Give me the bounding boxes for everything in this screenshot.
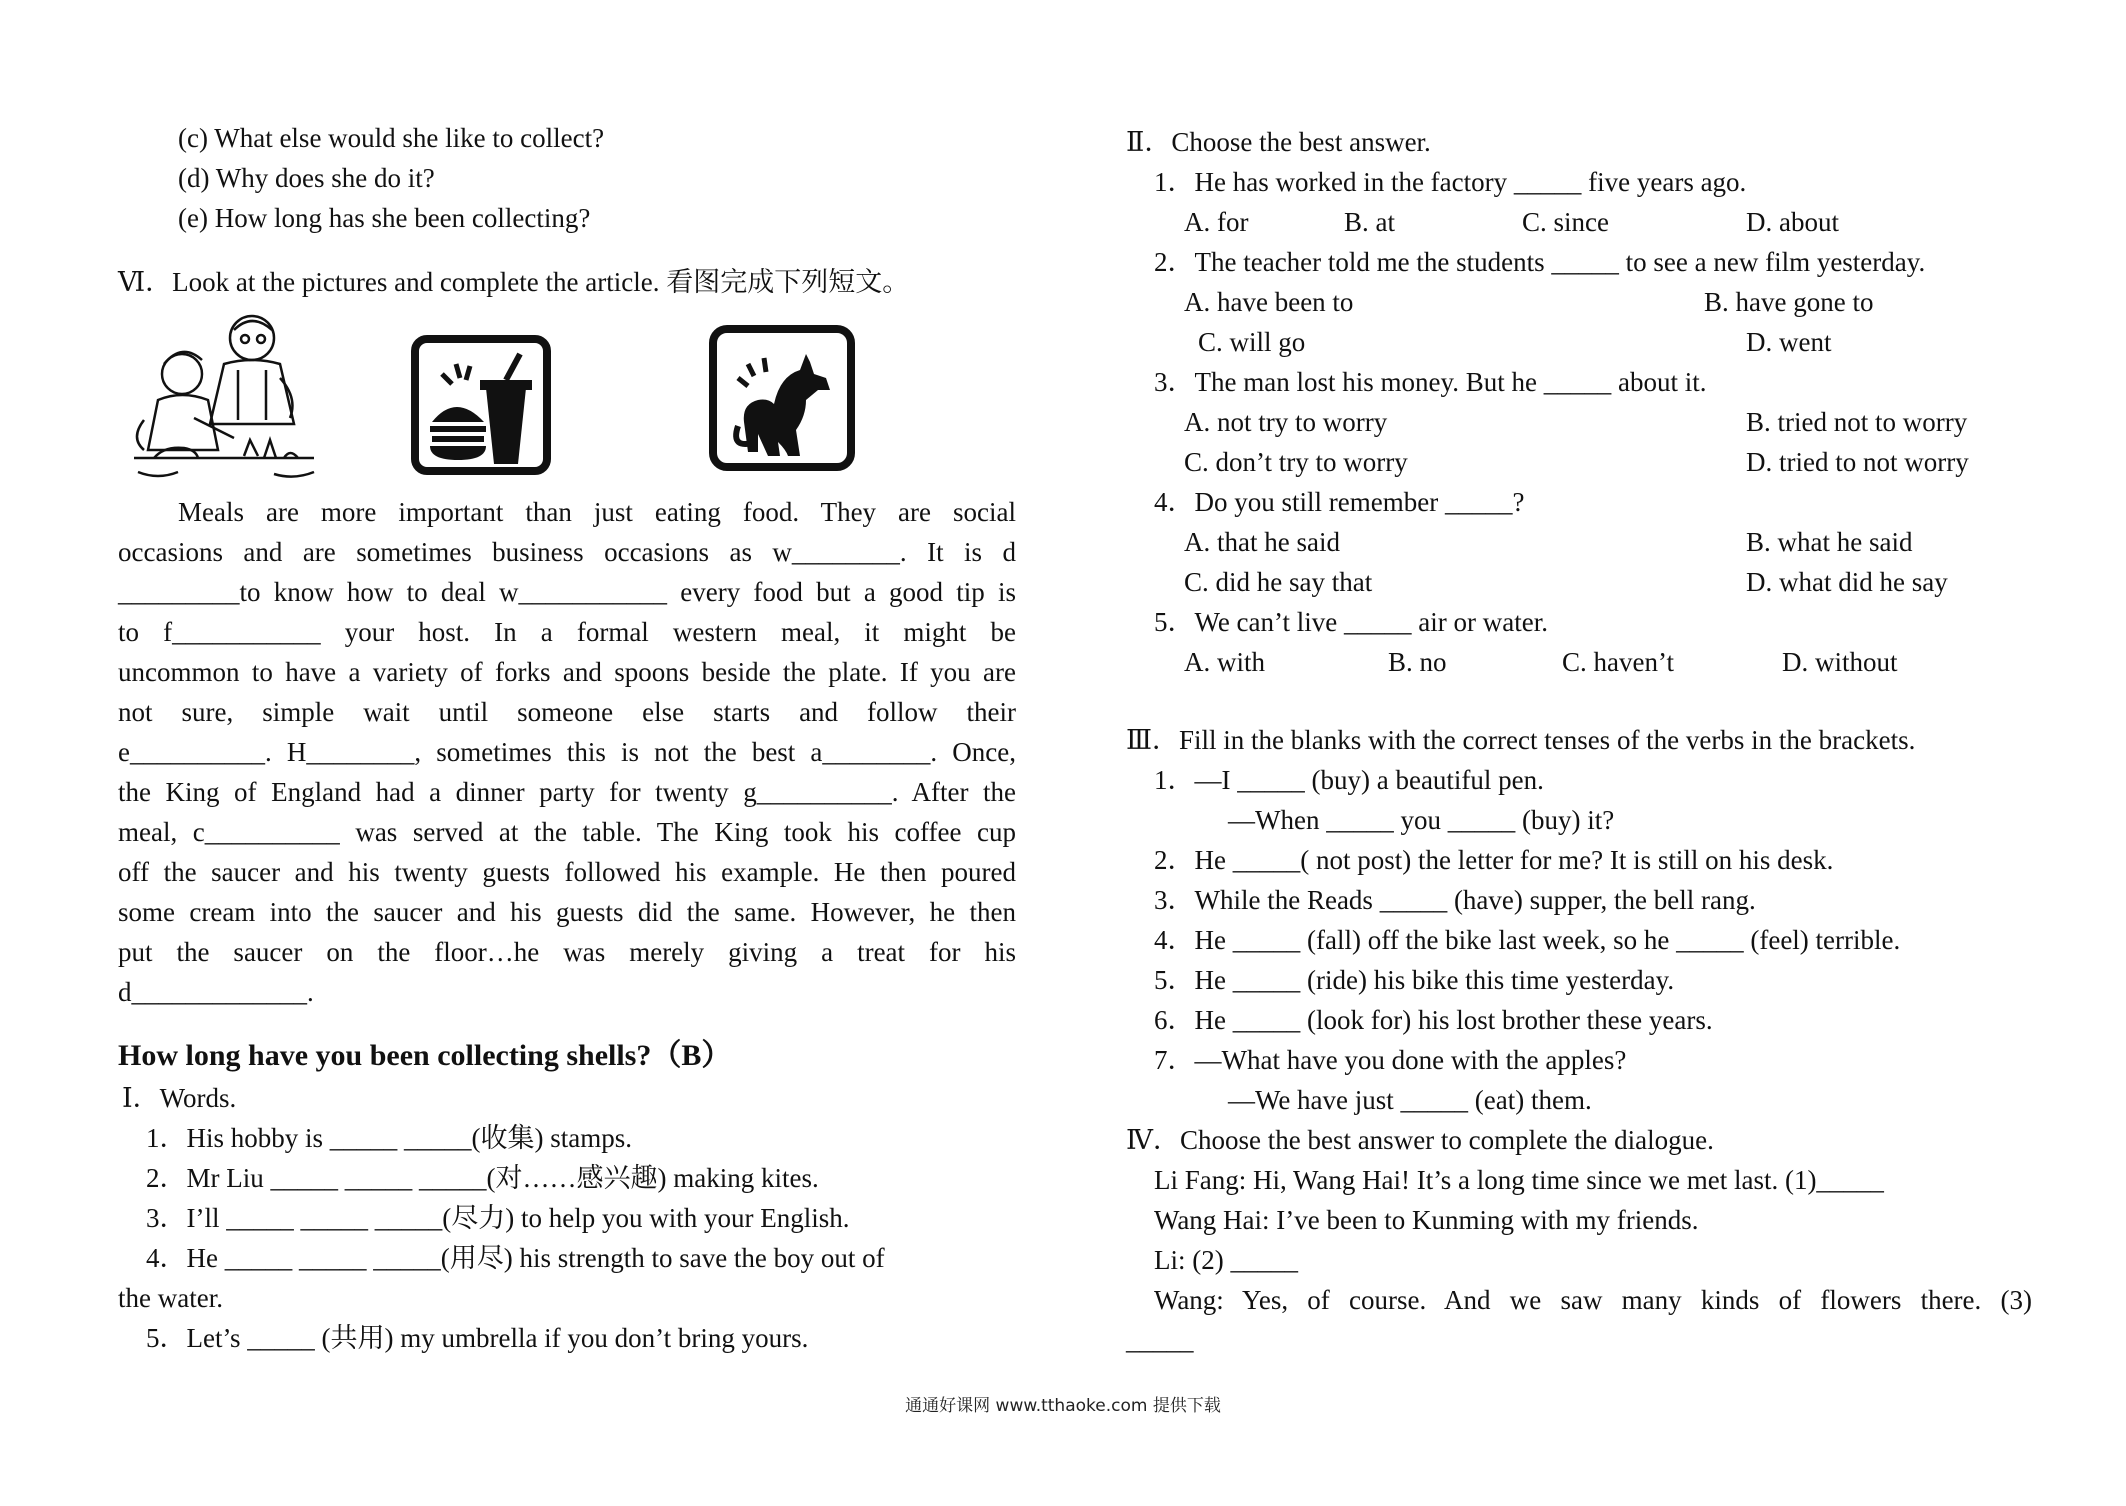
mc-options [1126,282,2036,322]
fill-item: 6．He _____ (look for) his lost brother these years. [1154,1005,1713,1035]
section-b-title: How long have you been collecting shells?（B） [118,1039,732,1072]
mc-option: C. haven’t [1562,647,1674,677]
mc-option: D. what did he say [1746,567,1948,597]
mc-options [1126,562,2036,602]
fill-item: 4．He _____ (fall) off the bike last week, so he _____ (feel) terrible. [1154,925,1901,955]
mc-options [1126,402,2036,442]
mc-question [1126,162,2036,242]
mc-option: B. no [1388,647,1447,677]
mc-options [1126,642,2036,682]
mc-option: B. at [1344,207,1395,237]
mc-option: B. tried not to worry [1746,407,1968,437]
question-d: (d) Why does she do it? [178,163,435,193]
mc-option: B. have gone to [1704,287,1874,317]
right-column [1126,122,2036,1360]
article-line: some cream into the saucer and his guests did the same. However, he then [118,897,1016,927]
mc-question-text: 5．We can’t live _____ air or water. [1154,607,1548,637]
mc-question-text: 4．Do you still remember _____? [1154,487,1525,517]
mc-options [1126,522,2036,562]
mc-option: C. since [1522,207,1609,237]
words-item-continued: the water. [118,1283,223,1313]
article-paragraph [118,492,1016,1012]
article-line: Meals are more important than just eating food. They are social [178,497,1016,527]
article-line: uncommon to have a variety of forks and spoons beside the plate. If you are [118,657,1016,687]
words-item: 5．Let’s _____ (共用) my umbrella if you don’t bring yours. [146,1323,809,1353]
article-line: put the saucer on the floor…he was merely giving a treat for his [118,937,1016,967]
mc-question-text: 1．He has worked in the factory _____ five years ago. [1154,167,1747,197]
article-line: to f___________ your host. In a formal western meal, it might be [118,617,1016,647]
footer-source: 通通好课网 www.tthaoke.com 提供下载 [905,1396,1221,1416]
mc-option: D. went [1746,327,1832,357]
fill-item: 2．He _____( not post) the letter for me? It is still on his desk. [1154,845,1834,875]
section-iii-heading: Ⅲ．Fill in the blanks with the correct tenses of the verbs in the brackets. [1126,725,1916,755]
words-item: 3．I’ll _____ _____ _____(尽力) to help you with your English. [146,1203,850,1233]
section-vi-heading: Ⅵ．Look at the pictures and complete the article. 看图完成下列短文。 [118,267,910,297]
article-line: d_____________. [118,977,314,1007]
fill-item: 1．—I _____ (buy) a beautiful pen. [1154,765,1544,795]
mc-option: D. without [1782,647,1898,677]
fill-item: 3．While the Reads _____ (have) supper, the bell rang. [1154,885,1756,915]
article-line: occasions and are sometimes business occasions as w________. It is d [118,537,1016,567]
words-item: 2．Mr Liu _____ _____ _____(对……感兴趣) making kites. [146,1163,819,1193]
article-line: _________to know how to deal w___________ every food but a good tip is [118,577,1016,607]
mc-option: C. will go [1198,327,1306,357]
dog-icon [708,324,856,472]
question-e: (e) How long has she been collecting? [178,203,591,233]
section-iv-heading: Ⅳ．Choose the best answer to complete the dialogue. [1126,1125,1714,1155]
words-item: 1．His hobby is _____ _____(收集) stamps. [146,1123,632,1153]
dialogue-line: Li Fang: Hi, Wang Hai! It’s a long time since we met last. (1)_____ [1154,1165,1884,1195]
dialogue-line: _____ [1126,1325,1194,1355]
mc-option: A. have been to [1184,287,1354,317]
mc-options [1126,322,2036,362]
fill-item: 7．—What have you done with the apples? [1154,1045,1627,1075]
mc-question [1126,362,2036,482]
pictures-row [118,308,1020,484]
mc-option: A. with [1184,647,1265,677]
fill-item-reply: —We have just _____ (eat) them. [1228,1085,1592,1115]
section-ii-heading: Ⅱ．Choose the best answer. [1126,127,1431,157]
mc-question [1126,482,2036,602]
mc-option: C. don’t try to worry [1184,447,1408,477]
article-line: not sure, simple wait until someone else starts and follow their [118,697,1016,727]
mc-option: D. about [1746,207,1839,237]
article-line: the King of England had a dinner party for twenty g__________. After the [118,777,1016,807]
mc-option: A. for [1184,207,1249,237]
mc-question [1126,602,2036,682]
dialogue-line: Wang Hai: I’ve been to Kunming with my friends. [1154,1205,1699,1235]
mc-option: A. not try to worry [1184,407,1388,437]
mc-question-text: 3．The man lost his money. But he _____ about it. [1154,367,1707,397]
mc-option: D. tried to not worry [1746,447,1969,477]
mc-option: B. what he said [1746,527,1913,557]
mc-question [1126,242,2036,362]
mc-options [1126,442,2036,482]
words-item: 4．He _____ _____ _____(用尽) his strength to save the boy out of [146,1243,885,1273]
dialogue-line: Wang: Yes, of course. And we saw many kinds of flowers there. (3) [1154,1285,2032,1315]
fast-food-icon [410,334,552,476]
mc-question-text: 2．The teacher told me the students _____ to see a new film yesterday. [1154,247,1926,277]
mc-option: C. did he say that [1184,567,1373,597]
words-heading: Ⅰ．Words. [122,1083,237,1113]
article-line: e__________. H________, sometimes this is not the best a________. Once, [118,737,1016,767]
fill-item-reply: —When _____ you _____ (buy) it? [1228,805,1615,835]
people-dining-icon [124,308,334,484]
question-c: (c) What else would she like to collect? [178,123,605,153]
article-line: meal, c__________ was served at the table. The King took his coffee cup [118,817,1016,847]
mc-options [1126,202,2036,242]
article-line: off the saucer and his twenty guests followed his example. He then poured [118,857,1016,887]
mc-option: A. that he said [1184,527,1340,557]
fill-item: 5．He _____ (ride) his bike this time yesterday. [1154,965,1675,995]
dialogue-line: Li: (2) _____ [1154,1245,1298,1275]
left-column [118,118,1020,1358]
